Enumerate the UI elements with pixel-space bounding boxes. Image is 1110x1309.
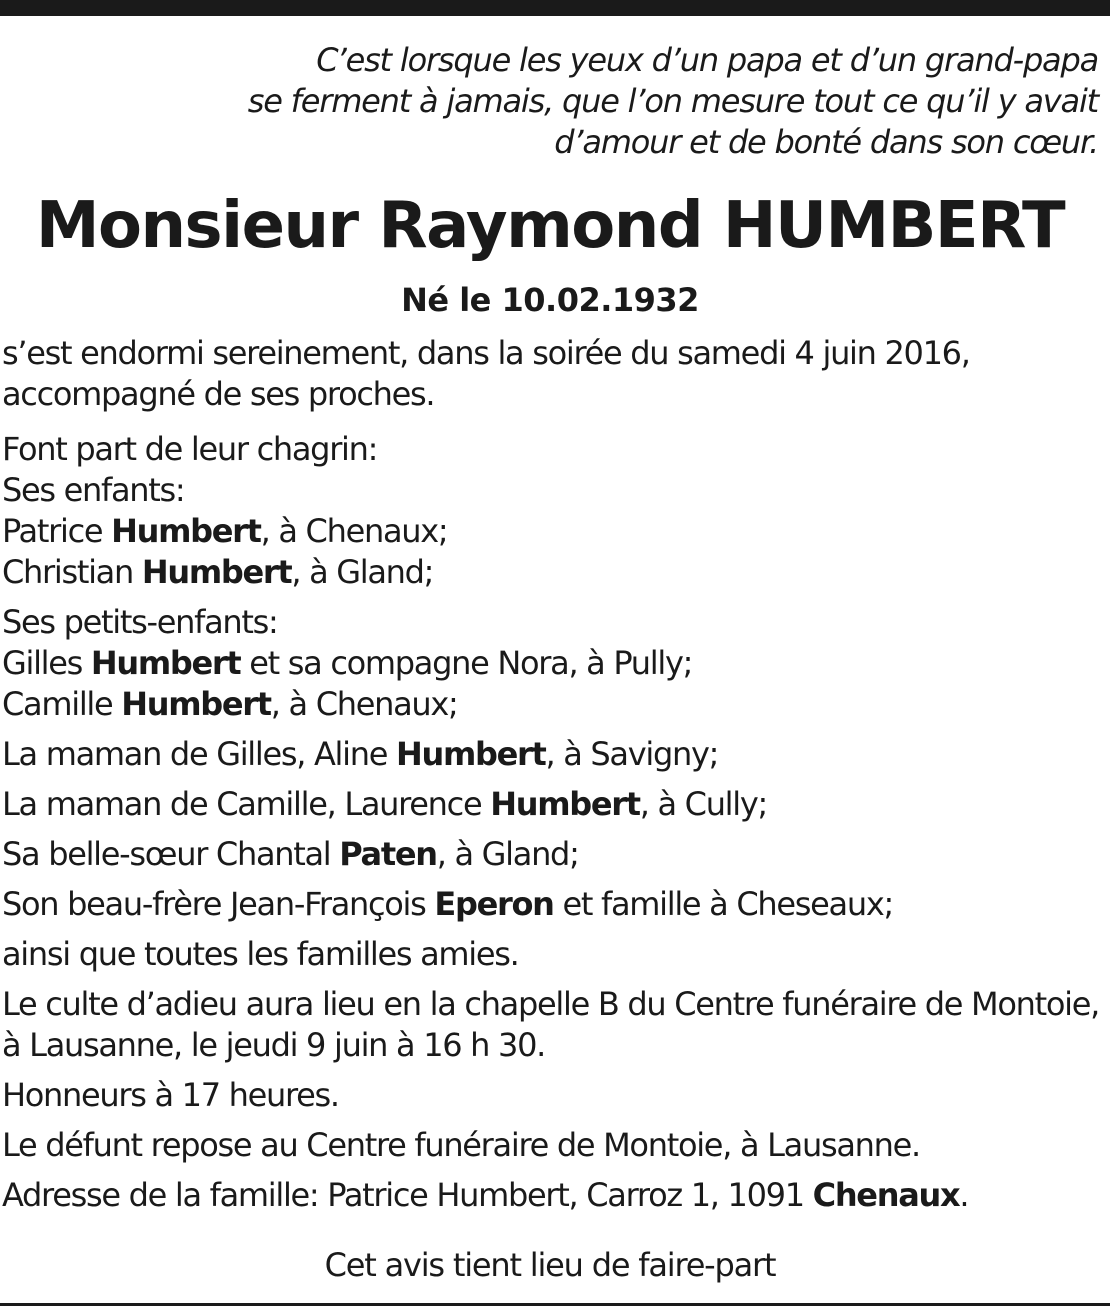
member-prefix: Gilles	[2, 644, 91, 682]
friends-line: ainsi que toutes les familles amies.	[2, 935, 519, 973]
member-surname: Eperon	[434, 885, 554, 923]
member-prefix: La maman de Gilles, Aline	[2, 735, 396, 773]
family-member	[2, 734, 1099, 775]
member-surname: Paten	[339, 835, 437, 873]
ceremony-line: à Lausanne, le jeudi 9 juin à 16 h 30.	[2, 1026, 546, 1064]
epigraph-line: se ferment à jamais, que l’on mesure tout ce qu’il y avait	[247, 82, 1098, 120]
family-member	[2, 834, 1099, 875]
member-surname: Humbert	[121, 685, 271, 723]
children-heading: Ses enfants:	[2, 471, 185, 509]
member-suffix: , à Chenaux;	[260, 512, 448, 550]
rest-place-line: Le défunt repose au Centre funéraire de Montoie, à Lausanne.	[2, 1126, 920, 1164]
address-town: Chenaux	[812, 1176, 960, 1214]
epigraph-quote	[248, 40, 1098, 163]
address-text: Adresse de la famille: Patrice Humbert, Carroz 1, 1091	[2, 1176, 813, 1214]
member-suffix: , à Savigny;	[545, 735, 719, 773]
grandchildren-heading: Ses petits-enfants:	[2, 603, 278, 641]
epigraph-line: C’est lorsque les yeux d’un papa et d’un grand-papa	[316, 41, 1098, 79]
member-surname: Humbert	[490, 785, 640, 823]
announcement-line: accompagné de ses proches.	[2, 375, 435, 413]
notice-body	[2, 333, 1099, 1216]
member-surname: Humbert	[111, 512, 261, 550]
address-suffix: .	[959, 1176, 969, 1214]
family-member	[2, 643, 1099, 684]
member-suffix: , à Cully;	[639, 785, 767, 823]
member-suffix: , à Chenaux;	[270, 685, 458, 723]
ceremony-line: Le culte d’adieu aura lieu en la chapelle B du Centre funéraire de Montoie,	[2, 985, 1099, 1023]
birth-date: Né le 10.02.1932	[401, 281, 699, 319]
family-member	[2, 784, 1099, 825]
bottom-rule	[0, 1303, 1110, 1306]
member-surname: Humbert	[395, 735, 546, 773]
member-prefix: Christian	[2, 553, 142, 591]
family-member	[2, 684, 1099, 725]
deceased-name: Monsieur Raymond HUMBERT	[35, 189, 1065, 263]
family-intro: Font part de leur chagrin:	[2, 430, 378, 468]
closing-note: Cet avis tient lieu de faire-part	[324, 1246, 776, 1284]
member-suffix: , à Gland;	[291, 553, 434, 591]
family-member	[2, 511, 1099, 552]
member-prefix: Sa belle-sœur Chantal	[2, 835, 340, 873]
family-member	[2, 552, 1099, 593]
top-rule	[0, 0, 1110, 16]
member-prefix: La maman de Camille, Laurence	[2, 785, 491, 823]
announcement-line: s’est endormi sereinement, dans la soirée du samedi 4 juin 2016,	[2, 334, 970, 372]
family-member	[2, 884, 1099, 925]
member-suffix: , à Gland;	[436, 835, 579, 873]
member-suffix: et famille à Cheseaux;	[553, 885, 893, 923]
family-address	[2, 1175, 1099, 1216]
epigraph-line: d’amour et de bonté dans son cœur.	[554, 123, 1098, 161]
member-prefix: Camille	[2, 685, 122, 723]
member-surname: Humbert	[141, 553, 292, 591]
member-prefix: Son beau-frère Jean-François	[2, 885, 435, 923]
honours-line: Honneurs à 17 heures.	[2, 1076, 339, 1114]
member-prefix: Patrice	[2, 512, 112, 550]
member-suffix: et sa compagne Nora, à Pully;	[240, 644, 693, 682]
member-surname: Humbert	[90, 644, 241, 682]
